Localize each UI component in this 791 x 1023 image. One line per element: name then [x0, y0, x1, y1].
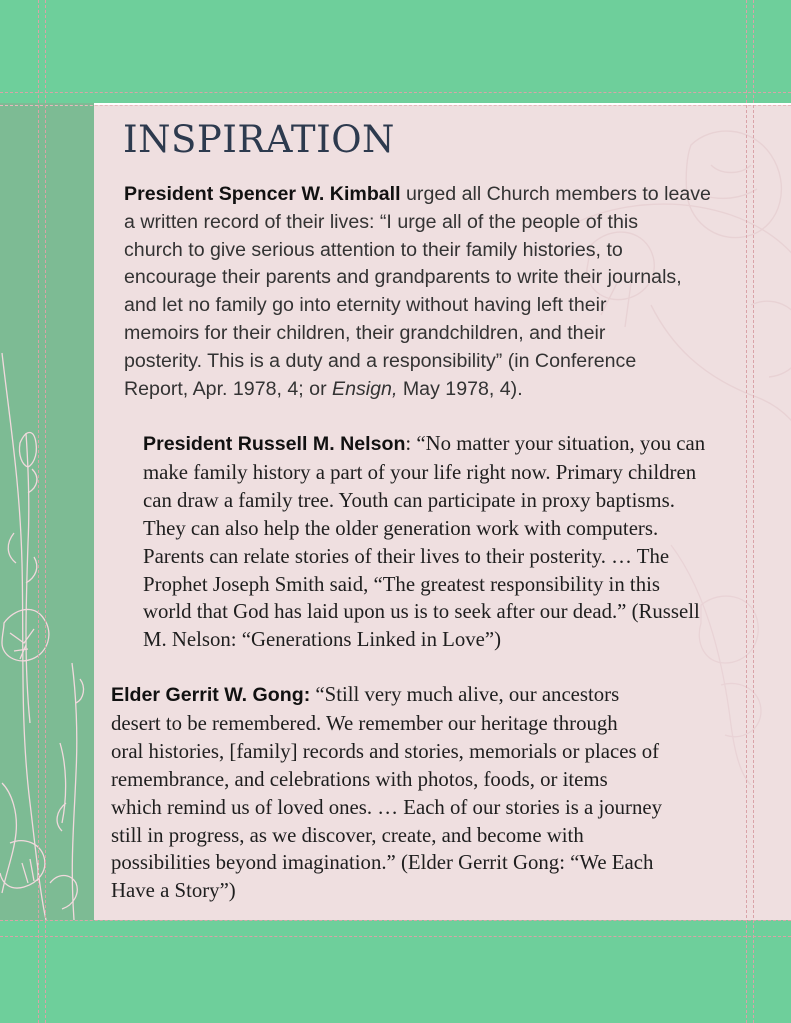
nelson-line: M. Nelson: “Generations Linked in Love”) [143, 628, 502, 652]
gong-line: desert to be remembered. We remember our heritage through [111, 711, 618, 735]
nelson-line: Prophet Joseph Smith said, “The greatest responsibility in this [143, 572, 660, 596]
kimball-line: encourage their parents and grandparents to write their journals, [124, 266, 682, 289]
page-title: INSPIRATION [123, 118, 395, 161]
floral-side-strip [0, 103, 94, 920]
kimball-line: church to give serious attention to their family histories, to [124, 238, 623, 261]
guide-line-panel-top [0, 105, 791, 106]
gong-line: possibilities beyond imagination.” (Elder Gerrit Gong: “We Each [111, 851, 654, 875]
nelson-quote [143, 430, 755, 654]
gong-speaker: Elder Gerrit W. Gong: [111, 684, 311, 706]
kimball-line: and let no family go into eternity without having left their [124, 294, 607, 317]
guide-line-bottom [0, 936, 791, 937]
nelson-speaker: President Russell M. Nelson [143, 433, 406, 455]
floral-illustration [0, 103, 94, 920]
kimball-line: memoirs for their children, their grandchildren, and their [124, 321, 606, 344]
nelson-line: can draw a family tree. Youth can participate in proxy baptisms. [143, 488, 675, 512]
nelson-line: make family history a part of your life right now. Primary children [143, 460, 697, 484]
gong-line: remembrance, and celebrations with photos, foods, or items [111, 767, 608, 791]
kimball-citation-line: Report, Apr. 1978, 4; or Ensign, May 1978, 4). [124, 377, 523, 400]
gong-line: still in progress, as we discover, create, and become with [111, 823, 584, 847]
gong-quote [111, 681, 711, 905]
guide-line-left-inner [45, 0, 46, 1023]
ensign-title: Ensign, [332, 377, 398, 400]
gong-line: Have a Story”) [111, 879, 236, 903]
nelson-line: world that God has laid upon us is to seek after our dead.” (Russell [143, 600, 700, 624]
kimball-line: a written record of their lives: “I urge all of the people of this [124, 210, 639, 233]
kimball-quote [124, 181, 749, 403]
kimball-speaker: President Spencer W. Kimball [124, 183, 401, 205]
guide-line-left-outer [38, 0, 39, 1023]
kimball-line: President Spencer W. Kimball urged all Church members to leave [124, 183, 711, 205]
nelson-line: They can also help the older generation work with computers. [143, 516, 659, 540]
gong-line: which remind us of loved ones. … Each of our stories is a journey [111, 795, 662, 819]
nelson-line: President Russell M. Nelson: “No matter your situation, you can [143, 432, 706, 455]
kimball-line: posterity. This is a duty and a responsibility” (in Conference [124, 349, 637, 372]
guide-line-top [0, 92, 791, 93]
gong-line: oral histories, [family] records and stories, memorials or places of [111, 739, 660, 763]
nelson-line: Parents can relate stories of their lives to their posterity. … The [143, 544, 670, 568]
gong-line: Elder Gerrit W. Gong: “Still very much alive, our ancestors [111, 683, 620, 706]
guide-line-panel-bottom [0, 920, 791, 921]
